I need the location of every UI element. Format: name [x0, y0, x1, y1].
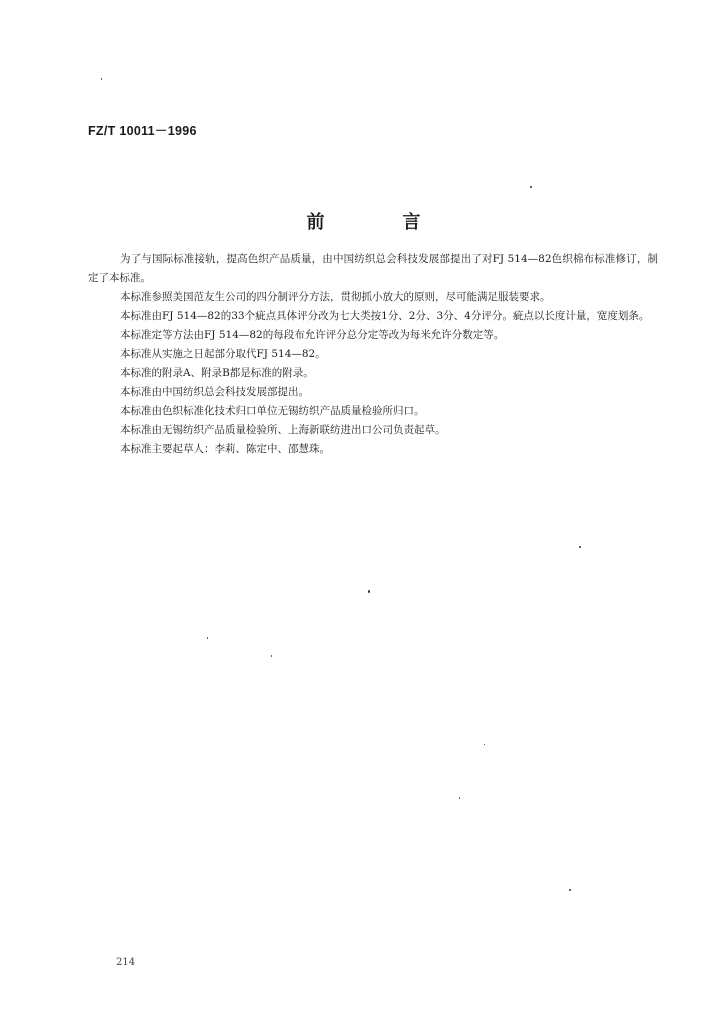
paragraph-2: 本标准参照美国范友生公司的四分制评分方法，贯彻抓小放大的原则，尽可能满足服装要求。	[120, 291, 551, 303]
paragraph-3: 本标准由FJ 514—82的33个疵点具体评分改为七大类按1分、2分、3分、4分评分。疵点以长度计量，宽度划条。	[120, 310, 650, 322]
paragraph-4: 本标准定等方法由FJ 514—82的每段布允许评分总分定等改为每米允许分数定等。	[120, 329, 505, 341]
scan-speck	[569, 889, 571, 891]
scan-speck	[368, 590, 370, 593]
scan-speck	[530, 186, 532, 188]
scan-speck	[207, 637, 208, 639]
scan-speck	[271, 655, 272, 657]
paragraph-9: 本标准由无锡纺织产品质量检验所、上海新联纺进出口公司负责起草。	[120, 424, 446, 436]
paragraph-8: 本标准由色织标准化技术归口单位无锡纺织产品质量检验所归口。	[120, 405, 425, 417]
paragraph-5: 本标准从实施之日起部分取代FJ 514—82。	[120, 348, 326, 360]
foreword-body	[88, 250, 658, 459]
page-title: 前 言	[306, 212, 451, 233]
page-number: 214	[116, 957, 136, 968]
paragraph-10: 本标准主要起草人：李莉、陈定中、邵慧珠。	[120, 443, 330, 455]
paragraph-6: 本标准的附录A、附录B都是标准的附录。	[120, 367, 314, 379]
paragraph-1: 为了与国际标准接轨，提高色织产品质量，由中国纺织总会科技发展部提出了对FJ 514—82色织棉布标准修订，制定了本标准。	[88, 253, 658, 284]
scan-speck	[484, 744, 485, 745]
standard-code: FZ/T 10011－1996	[88, 124, 197, 138]
paragraph-7: 本标准由中国纺织总会科技发展部提出。	[120, 386, 309, 398]
scan-speck	[459, 797, 460, 799]
scan-speck	[579, 546, 581, 548]
scan-speck	[101, 78, 102, 80]
